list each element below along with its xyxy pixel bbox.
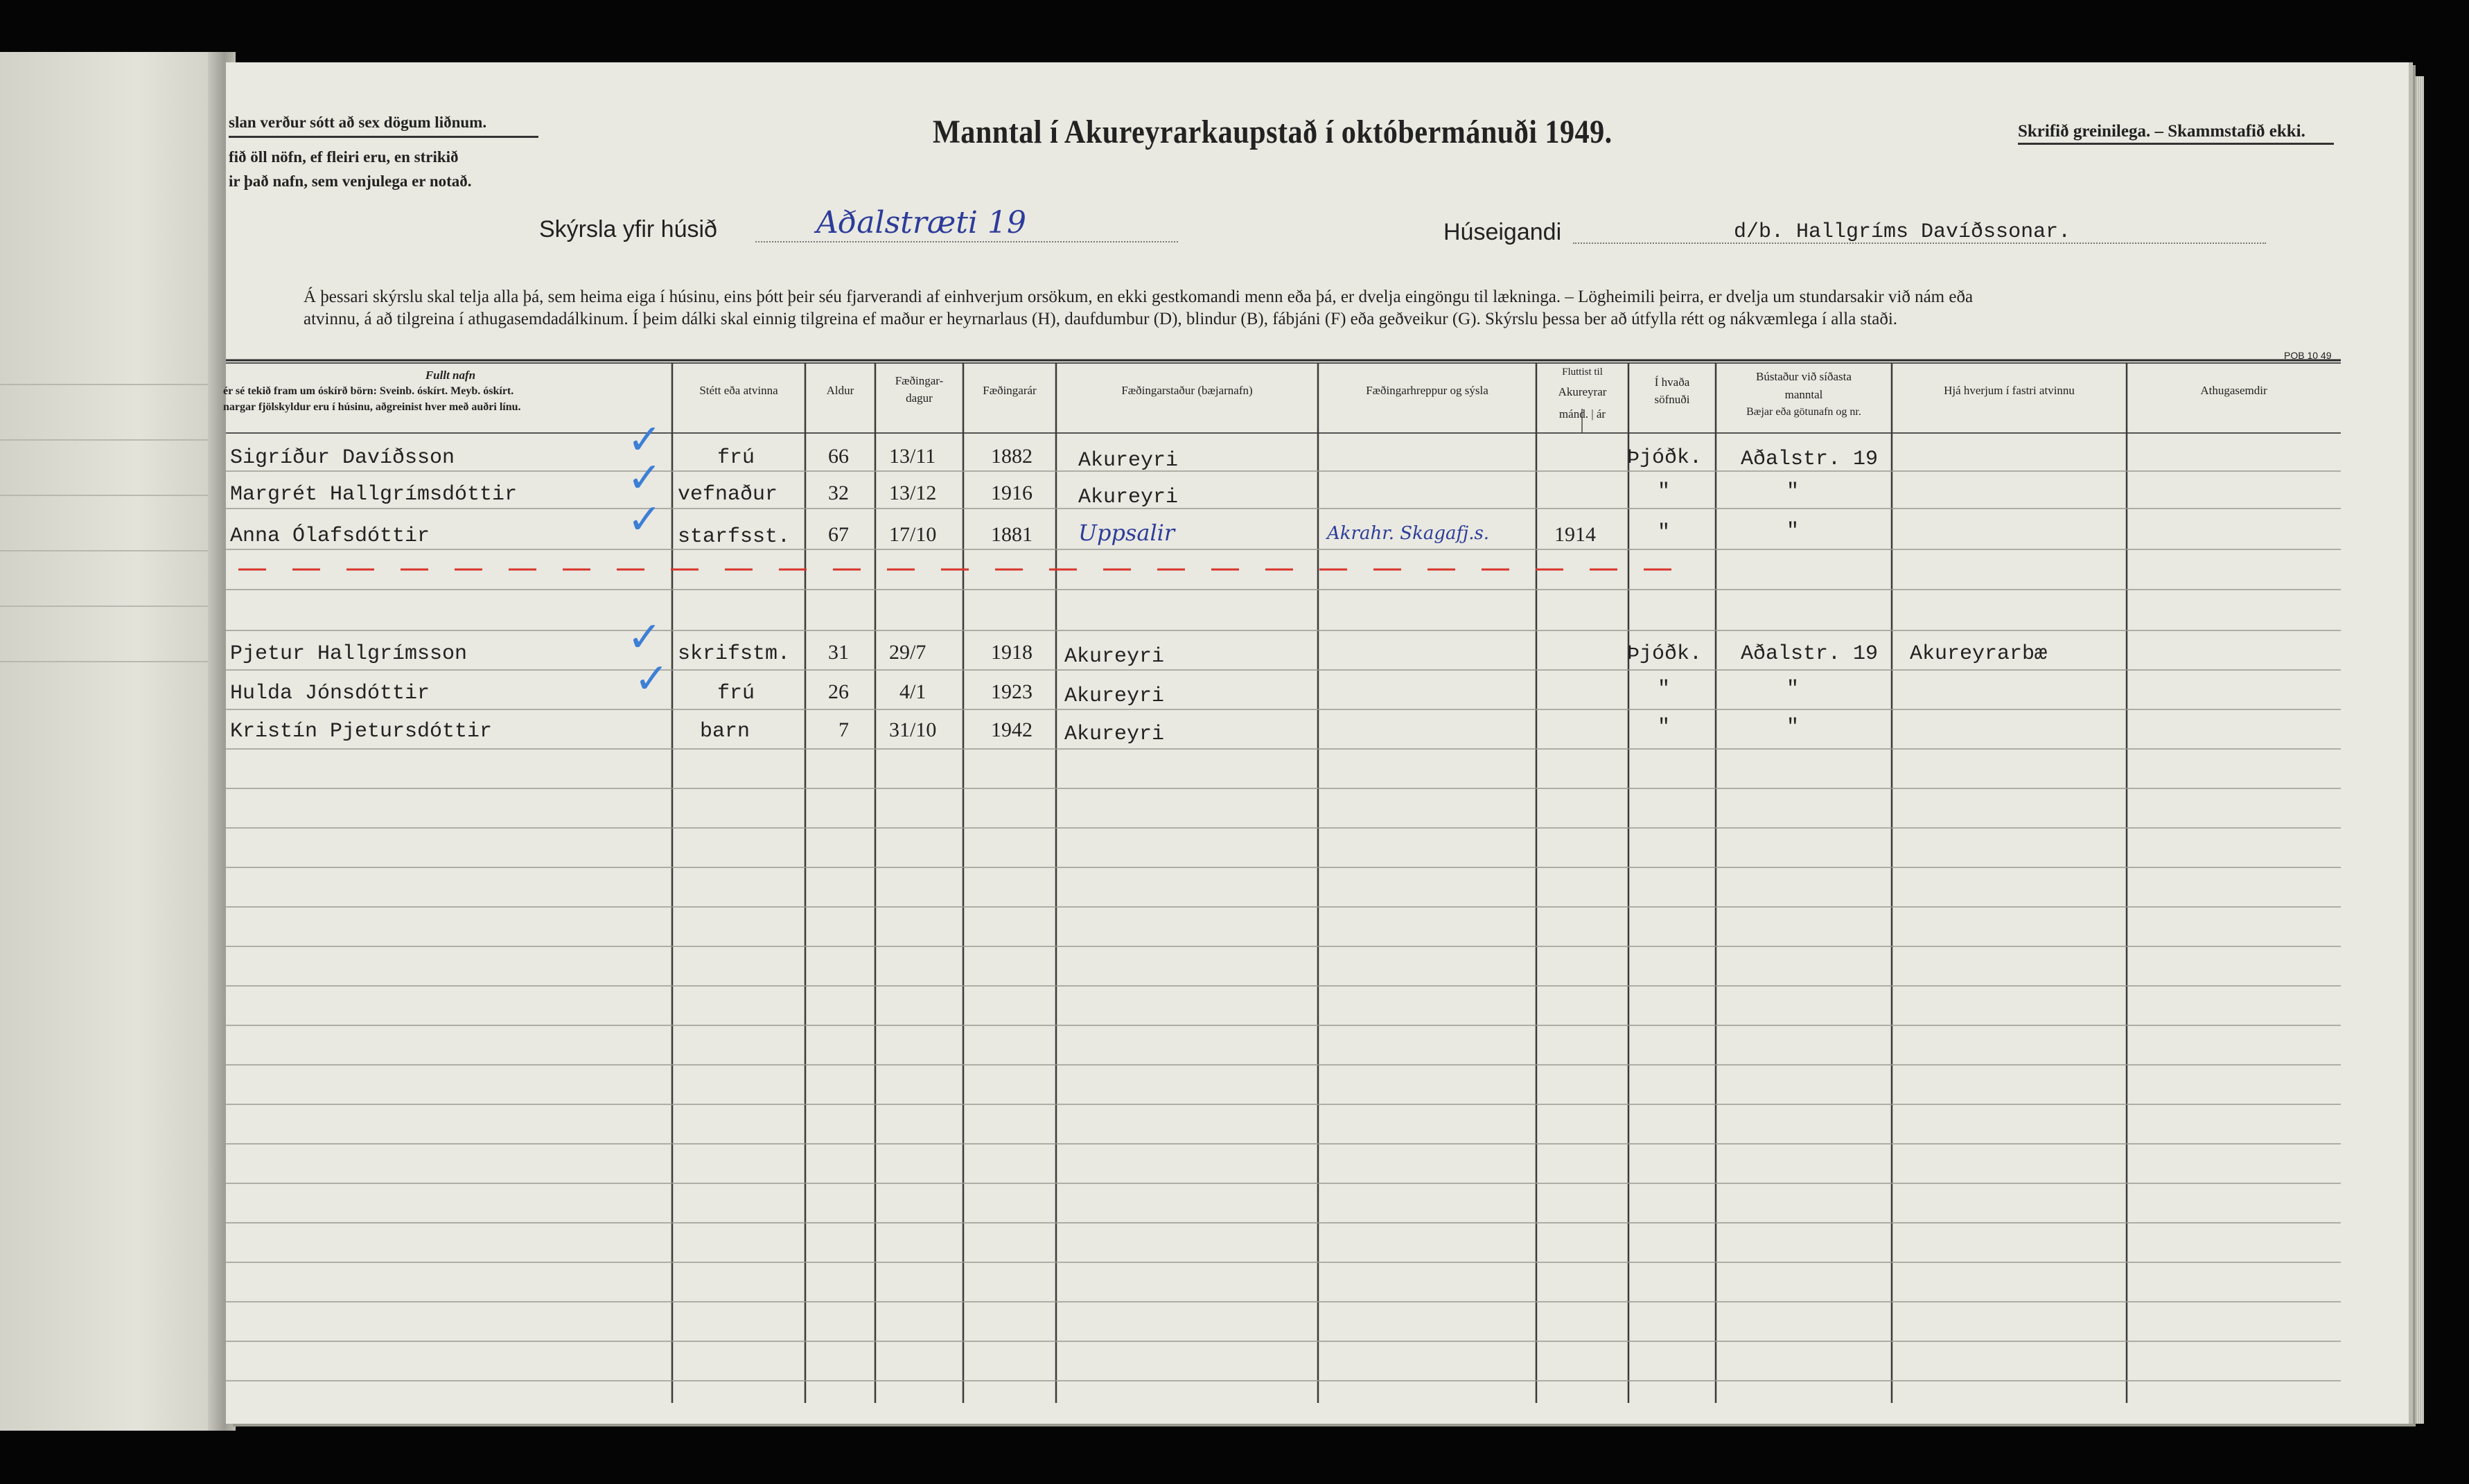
col-header-church-1: Í hvaða xyxy=(1654,376,1690,389)
col-header-employer: Hjá hverjum í fastri atvinnu xyxy=(1944,384,2075,397)
col-header-name: Fullt nafn xyxy=(425,369,476,382)
house-label: Skýrsla yfir húsið xyxy=(539,216,717,242)
row-name: Kristín Pjetursdóttir xyxy=(230,720,493,743)
row-church: Þjóðk. xyxy=(1627,446,1703,470)
row-birthday: 13/11 xyxy=(889,445,936,468)
row-occupation: skrifstm. xyxy=(678,642,791,666)
col-header-remarks: Athugasemdir xyxy=(2200,384,2267,397)
row-church: " xyxy=(1658,678,1671,701)
row-name: Margrét Hallgrímsdóttir xyxy=(230,483,518,506)
row-name: Hulda Jónsdóttir xyxy=(230,682,430,705)
col-header-church-2: söfnuði xyxy=(1654,393,1690,406)
row-church: " xyxy=(1658,716,1671,739)
col-header-birthday-2: dagur xyxy=(906,391,933,405)
row-name: Anna Ólafsdóttir xyxy=(230,524,430,548)
row-employer: Akureyrarbæ xyxy=(1910,642,2048,666)
instruction-line-1: slan verður sótt að sex dögum liðnum. xyxy=(229,114,487,131)
row-birthplace: Akureyri xyxy=(1078,486,1179,509)
row-birthyear: 1882 xyxy=(991,445,1033,468)
row-birthplace: Uppsalir xyxy=(1078,520,1175,546)
col-header-birthday-1: Fæðingar- xyxy=(895,374,944,387)
col-header-age: Aldur xyxy=(826,384,854,397)
row-age: 66 xyxy=(828,445,849,468)
row-age: 26 xyxy=(828,680,849,703)
col-header-birthyear: Fæðingarár xyxy=(983,384,1037,397)
instruction-line-3: ir það nafn, sem venjulega er notað. xyxy=(229,173,472,190)
row-birthday: 29/7 xyxy=(889,641,926,664)
writing-note: Skrifið greinilega. – Skammstafið ekki. xyxy=(2018,122,2305,141)
col-header-occupation: Stétt eða atvinna xyxy=(699,384,778,397)
row-church: " xyxy=(1658,521,1671,545)
col-header-residence-2: manntal xyxy=(1784,388,1823,401)
row-church: Þjóðk. xyxy=(1627,642,1703,666)
col-header-moved-1: Fluttist til xyxy=(1562,366,1603,378)
row-birthplace: Akureyri xyxy=(1078,449,1179,472)
row-residence: " xyxy=(1786,678,1800,701)
row-occupation: barn xyxy=(700,720,750,743)
owner-label: Húseigandi xyxy=(1443,219,1562,245)
row-name: Pjetur Hallgrímsson xyxy=(230,642,468,666)
row-residence: " xyxy=(1786,716,1800,739)
row-birthday: 4/1 xyxy=(899,680,926,703)
row-birthyear: 1923 xyxy=(991,680,1033,703)
row-age: 67 xyxy=(828,523,849,546)
row-moved-year: 1914 xyxy=(1554,523,1596,546)
instructions-paragraph-line-1: Á þessari skýrslu skal telja alla þá, sem heima eiga í húsinu, eins þótt þeir séu fjarverandi af einhverjum orsökum, en ekki gestkomandi menn eða þá, er dvelja eingöngu til lækninga. – Lögheimili þeirra, er dvelja um stundarsakir við nám eða xyxy=(304,288,1974,306)
col-header-name-sub2: nargar fjölskyldur eru í húsinu, aðgreinist hver með auðri línu. xyxy=(223,401,521,413)
row-birthday: 31/10 xyxy=(889,718,937,741)
col-header-moved-3: mánd. | ár xyxy=(1558,407,1606,421)
col-header-residence-3: Bæjar eða götunafn og nr. xyxy=(1746,406,1861,418)
row-residence: Aðalstr. 19 xyxy=(1741,642,1879,666)
row-residence: " xyxy=(1786,520,1800,543)
row-birthyear: 1942 xyxy=(991,718,1033,741)
row-birthyear: 1916 xyxy=(991,482,1033,504)
col-header-name-sub1: ér sé tekið fram um óskírð börn: Sveinb. óskírt. Meyb. óskírt. xyxy=(223,385,514,397)
row-birthyear: 1918 xyxy=(991,641,1033,664)
row-occupation: vefnaður xyxy=(678,483,778,506)
house-address: Aðalstræti 19 xyxy=(816,205,1026,240)
col-header-birthplace: Fæðingarstaður (bæjarnafn) xyxy=(1121,384,1253,397)
row-birthplace: Akureyri xyxy=(1064,723,1165,746)
check-mark-icon: ✓ xyxy=(627,454,662,502)
row-birthplace: Akureyri xyxy=(1064,684,1165,708)
form-code: POB 10 49 xyxy=(2284,350,2332,361)
row-occupation: frú xyxy=(717,682,755,705)
row-church: " xyxy=(1658,480,1671,504)
row-birthday: 13/12 xyxy=(889,482,937,504)
check-mark-icon: ✓ xyxy=(627,613,662,662)
owner-value: d/b. Hallgríms Davíðssonar. xyxy=(1734,220,2071,244)
row-birthday: 17/10 xyxy=(889,523,937,546)
row-occupation: starfsst. xyxy=(678,525,791,549)
row-residence: " xyxy=(1786,480,1800,504)
instruction-line-2: fið öll nöfn, ef fleiri eru, en strikið xyxy=(229,148,459,166)
row-birthyear: 1881 xyxy=(991,523,1033,546)
row-birthplace: Akureyri xyxy=(1064,645,1165,669)
col-header-parish: Fæðingarhreppur og sýsla xyxy=(1366,384,1488,397)
col-header-moved-2: Akureyrar xyxy=(1558,385,1607,398)
row-name: Sigríður Davíðsson xyxy=(230,446,455,470)
col-header-residence-1: Bústaður við síðasta xyxy=(1756,370,1852,383)
row-parish: Akrahr. Skagafj.s. xyxy=(1327,523,1490,544)
row-occupation: frú xyxy=(717,446,755,470)
check-mark-icon: ✓ xyxy=(634,655,669,703)
row-age: 32 xyxy=(828,482,849,504)
check-mark-icon: ✓ xyxy=(627,416,662,464)
page-title: Manntal í Akureyrarkaupstað í októbermánuði 1949. xyxy=(933,114,1613,150)
row-age: 31 xyxy=(828,641,849,664)
row-residence: Aðalstr. 19 xyxy=(1741,448,1879,471)
instructions-paragraph-line-2: atvinnu, á að tilgreina í athugasemdadálkinum. Í þeim dálki skal einnig tilgreina ef maður er heyrnarlaus (H), daufdumbur (D), blindur (B), fábjáni (F) eða geðveikur (G). Skýrslu þessa ber að útfylla rétt og nákvæmlega í alla staði. xyxy=(304,310,1898,328)
check-mark-icon: ✓ xyxy=(627,495,662,544)
row-age: 7 xyxy=(838,718,849,741)
